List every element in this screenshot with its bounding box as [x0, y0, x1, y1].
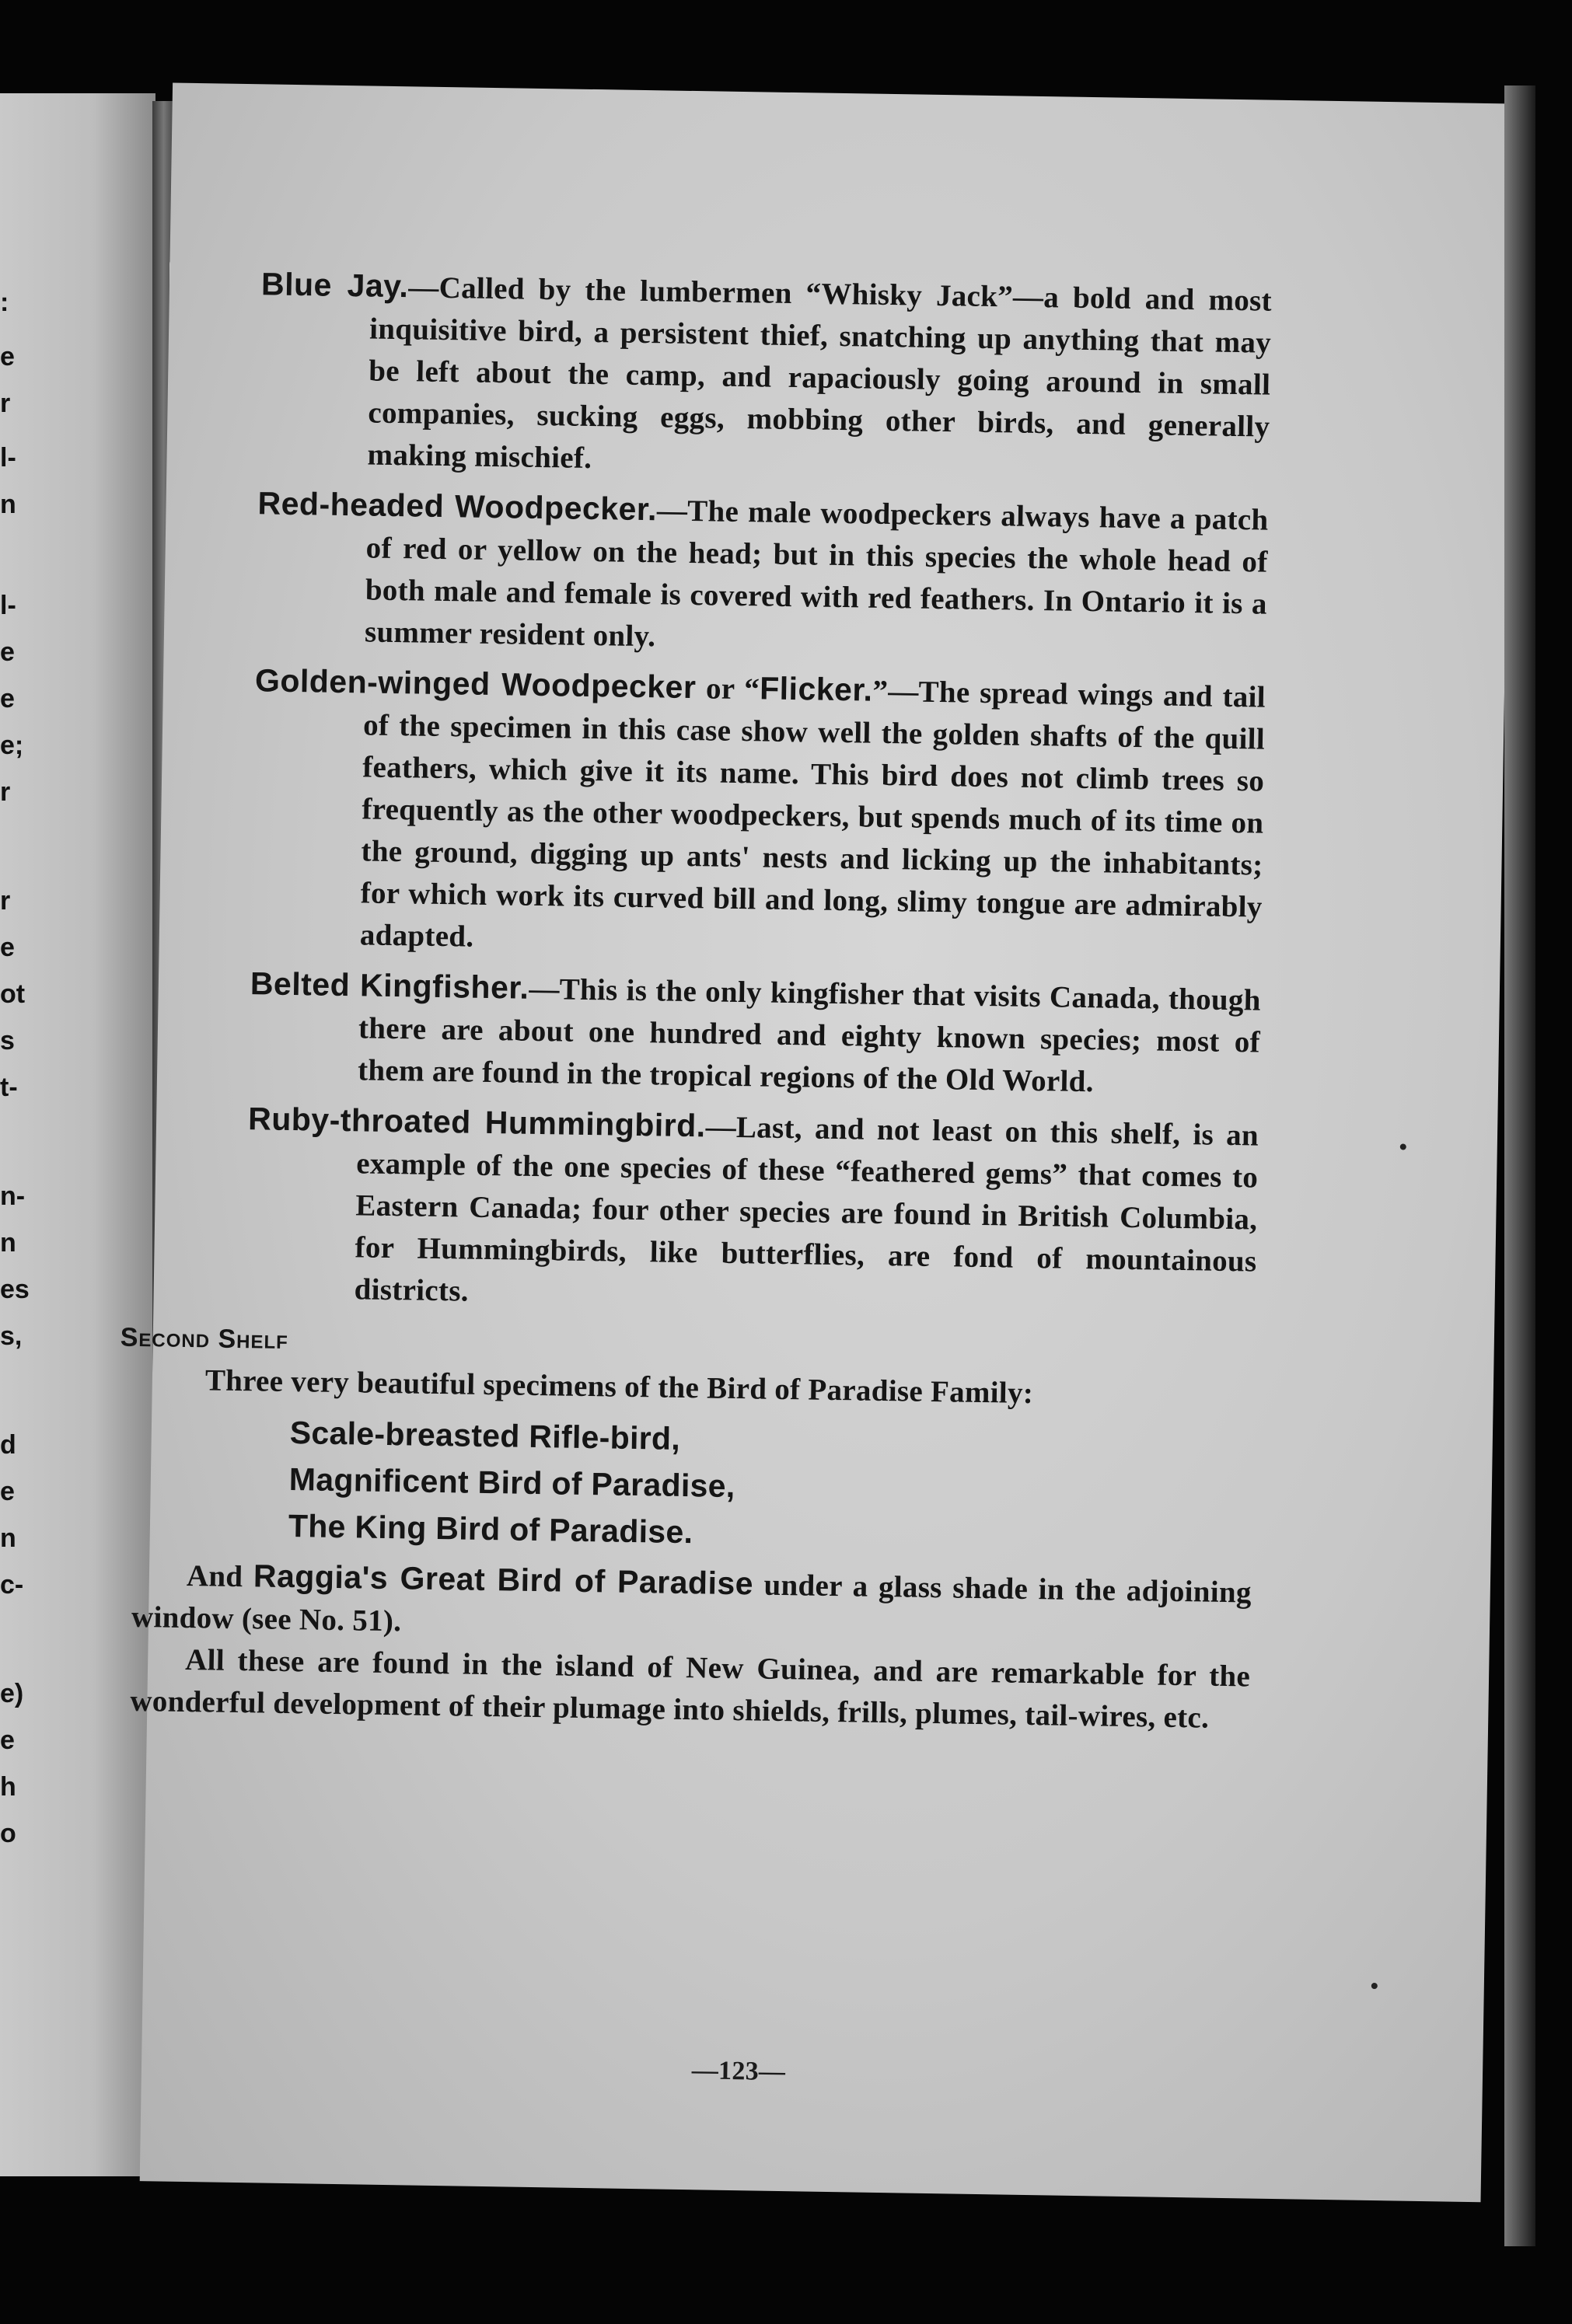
previous-page-text-fragment: n-: [0, 1181, 26, 1211]
previous-page-text-fragment: l-: [0, 591, 16, 620]
entry-text: —This is the only kingfisher that visits Canada, though there are about one hundred and eighty known species; most of them are found in the tropical regions of the Old World.: [357, 972, 1262, 1099]
previous-page-text-fragment: e: [0, 342, 15, 372]
previous-page-text-fragment: o: [0, 1819, 16, 1848]
page-content: [120, 263, 1273, 2087]
dust-speck: [1371, 1983, 1378, 1989]
species-list: [288, 1409, 1254, 1564]
paragraph-rest: under a glass shade in the adjoining window (see No. 51).: [131, 1568, 1252, 1638]
previous-page-text-fragment: h: [0, 1772, 16, 1802]
book-page: [120, 82, 1514, 2202]
page-edge-shadow: [1504, 85, 1535, 2246]
paragraph-term: Raggia's Great Bird of Paradise: [253, 1558, 754, 1602]
species-item: Scale-breasted Rifle-bird,: [289, 1415, 681, 1457]
previous-page-text-fragment: n: [0, 490, 16, 519]
entry-ruby-throated-hummingbird: [245, 1097, 1259, 1324]
entry-term: Golden-winged Woodpecker: [254, 662, 697, 706]
page-number: —123—: [691, 2056, 786, 2087]
previous-page-text-fragment: e: [0, 637, 15, 667]
species-item: Magnificent Bird of Paradise,: [288, 1461, 735, 1505]
previous-page-edge: [0, 93, 155, 2176]
entry-term: Belted Kingfisher.: [250, 965, 529, 1006]
previous-page-text-fragment: e): [0, 1679, 24, 1708]
previous-page-text-fragment: es: [0, 1275, 30, 1304]
entry-connector: or “: [696, 672, 760, 707]
entry-term: Ruby-throated Hummingbird.: [247, 1101, 707, 1144]
entry-blue-jay: [258, 263, 1272, 490]
previous-page-text-fragment: s,: [0, 1321, 23, 1351]
previous-page-text-fragment: n: [0, 1228, 16, 1258]
dust-speck: [1400, 1143, 1406, 1150]
entry-term-alt: Flicker.: [759, 670, 873, 708]
previous-page-text-fragment: n: [0, 1523, 16, 1553]
entry-text: —The male woodpeckers always have a patch of red or yellow on the head; but in this species the whole head of both male and female is covered with red feathers. In Ontario it is a summer resident only.: [364, 494, 1269, 654]
entry-text: —Called by the lumbermen “Whisky Jack”—a bold and most inquisitive bird, a persistent thief, snatching up anything that may be left about the camp, and rapaciously going around in small companies, sucking eggs, mobbing other birds, and generally making mischief.: [367, 270, 1273, 475]
entry-belted-kingfisher: [249, 962, 1261, 1105]
previous-page-text-fragment: e: [0, 684, 15, 714]
previous-page-text-fragment: d: [0, 1430, 16, 1460]
entry-text: ”—The spread wings and tail of the specimen in this case show well the golden shafts of the quill feathers, which give it its name. This bird does not climb trees so frequently as the other woodpeckers, but spends much of its time on the ground, digging up ants' nests and licking up the inhabitants; for which work its curved bill and long, slimy tongue are admirably adapted.: [359, 674, 1266, 954]
paragraph-lead: And: [186, 1558, 254, 1594]
previous-page-text-fragment: l-: [0, 443, 16, 473]
previous-page-text-fragment: :: [0, 288, 9, 317]
entry-term: Blue Jay.: [260, 266, 409, 305]
entry-red-headed-woodpecker: [256, 482, 1269, 667]
previous-page-text-fragment: c-: [0, 1570, 24, 1600]
section-heading: Second Shelf: [120, 1322, 289, 1355]
entry-term: Red-headed Woodpecker.: [257, 485, 658, 528]
previous-page-text-fragment: r: [0, 886, 11, 916]
previous-page-text-fragment: e;: [0, 731, 24, 760]
previous-page-text-fragment: t-: [0, 1073, 18, 1102]
species-item: The King Bird of Paradise.: [288, 1508, 693, 1551]
entry-text: —Last, and not least on this shelf, is an example of the one species of these “feathered gems” that comes to Eastern Canada; four other species are found in British Columbia, for Hummingbirds, like butterflies, are fond of mountainous districts.: [354, 1110, 1259, 1308]
section-intro: Three very beautiful specimens of the Bird of Paradise Family:: [204, 1363, 1034, 1411]
previous-page-text-fragment: e: [0, 933, 15, 962]
closing-paragraph: All these are found in the island of New Guinea, and are remarkable for the wonderful development of their plumage into shields, frills, plumes, tail-wires, etc.: [130, 1642, 1251, 1735]
previous-page-text-fragment: e: [0, 1477, 15, 1506]
previous-page-text-fragment: ot: [0, 979, 26, 1009]
previous-page-text-fragment: e: [0, 1726, 15, 1755]
previous-page-text-fragment: r: [0, 777, 11, 807]
previous-page-text-fragment: r: [0, 389, 11, 418]
previous-page-text-fragment: s: [0, 1026, 15, 1056]
entry-golden-winged-woodpecker: [250, 659, 1266, 970]
